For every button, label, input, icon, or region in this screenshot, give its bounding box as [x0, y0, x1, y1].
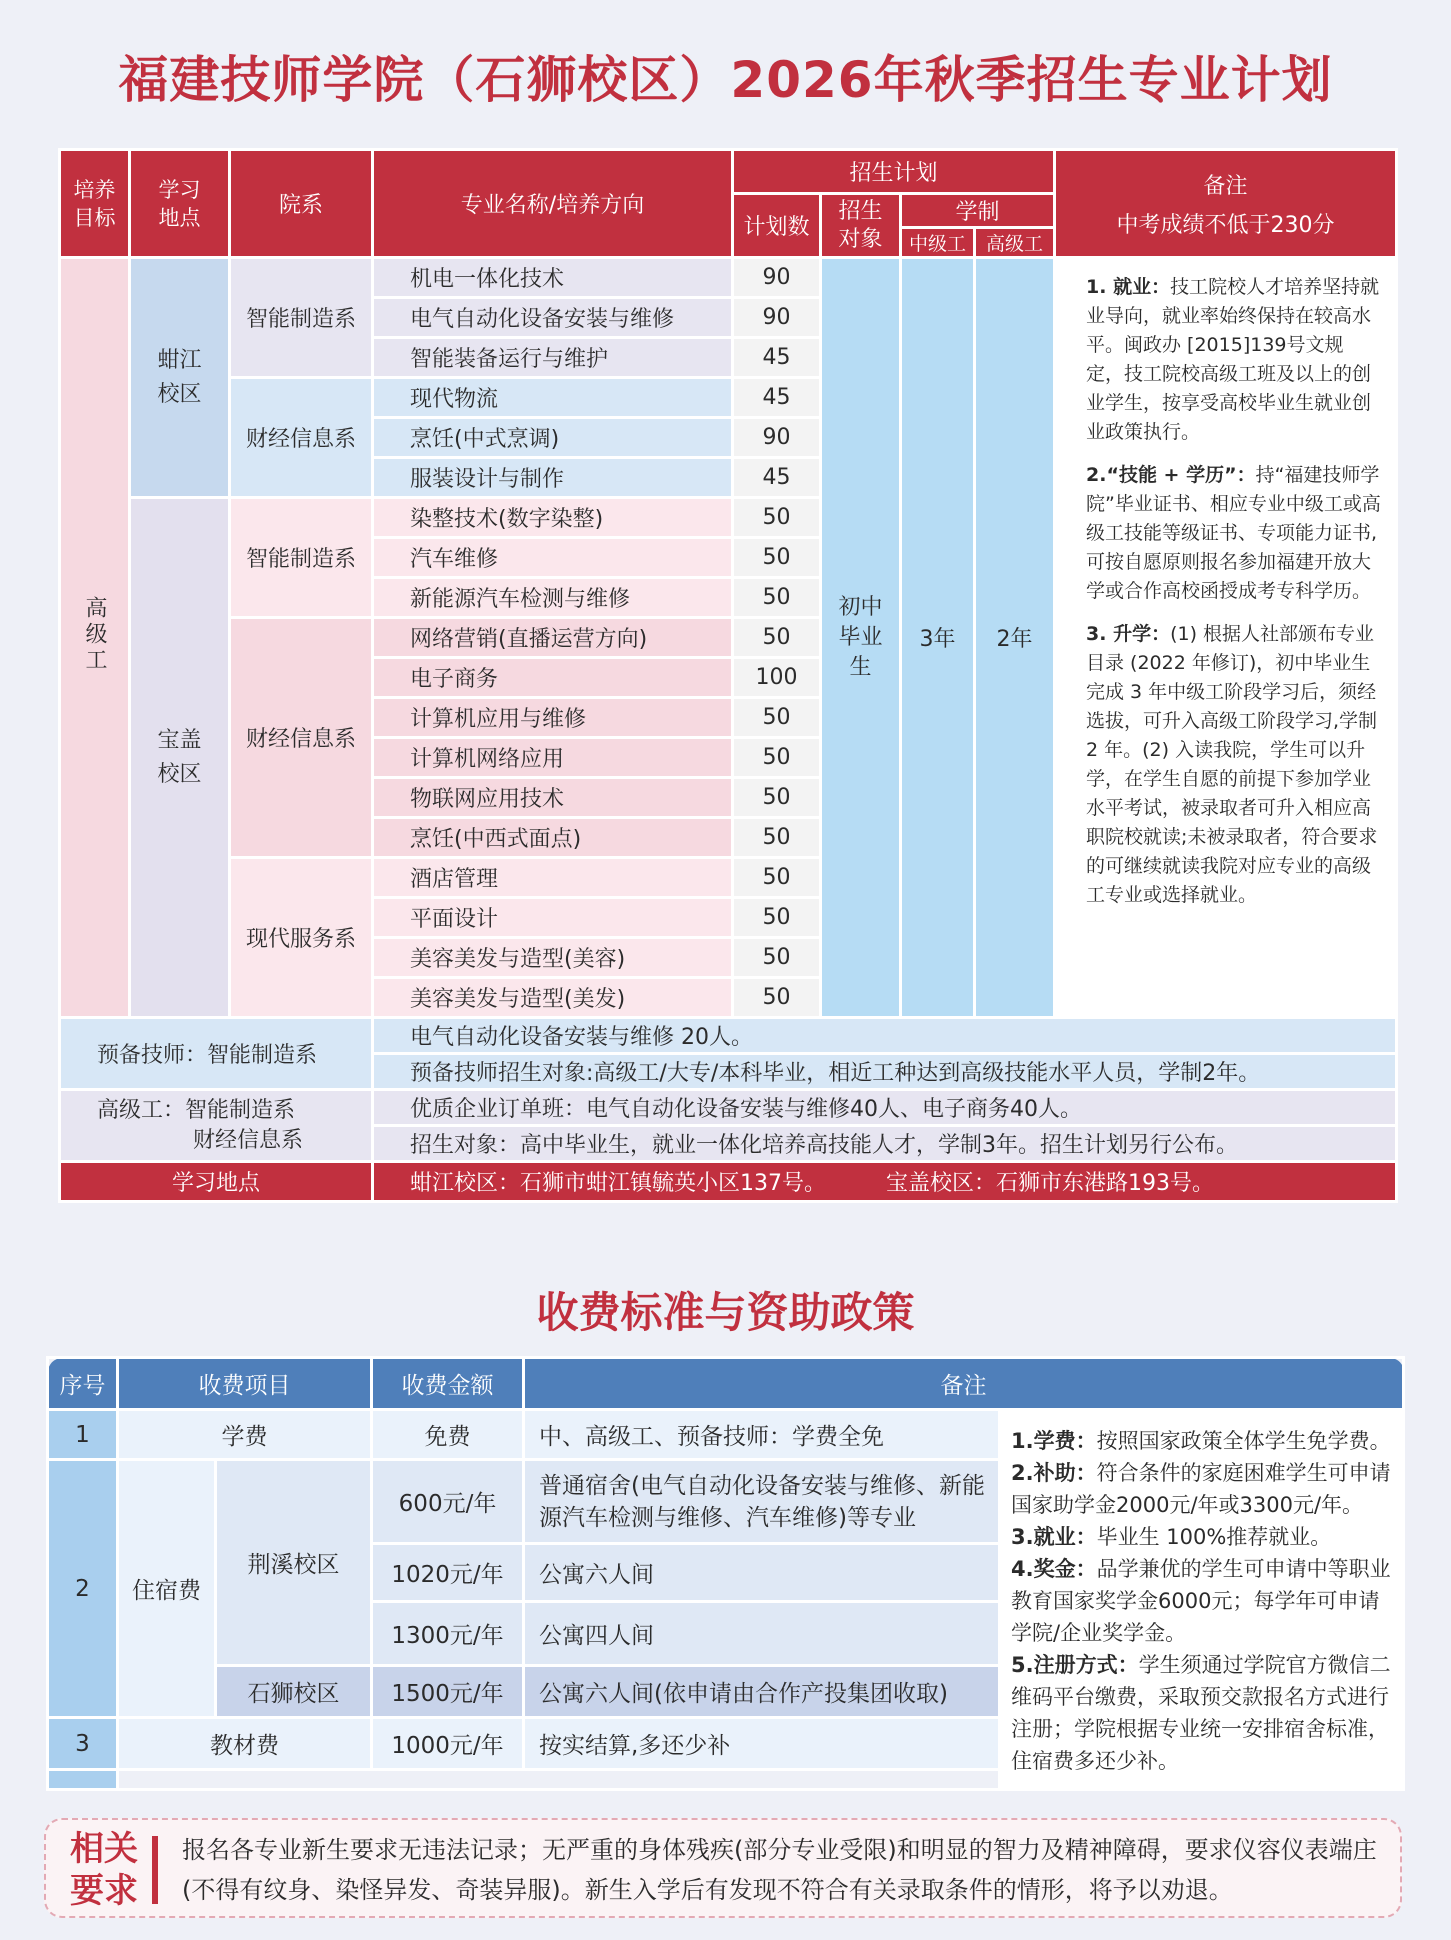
requirements-divider	[152, 1836, 158, 1904]
policy-text: 符合条件的家庭困难学生可申请国家助学金2000元/年或3300元/年。	[1011, 1461, 1391, 1517]
fee-item: 教材费	[118, 1718, 372, 1770]
header-note-label: 备注	[1203, 173, 1248, 199]
policy-text: 品学兼优的学生可申请中等职业教育国家奖学金6000元；每学年可申请学院/企业奖学金。	[1011, 1557, 1391, 1645]
policy-heading: 4.奖金：	[1011, 1557, 1097, 1581]
major-name: 计算机应用与维修	[373, 698, 733, 738]
requirements-box	[44, 1818, 1402, 1918]
fee-amount: 1020元/年	[372, 1544, 524, 1602]
pre-technician-label: 预备技师：智能制造系	[60, 1018, 373, 1090]
plan-count: 45	[733, 338, 821, 378]
major-name: 烹饪(中式烹调)	[373, 418, 733, 458]
header-note	[1055, 150, 1397, 258]
mid-duration: 3年	[901, 258, 975, 1018]
header-target: 招生对象	[821, 194, 901, 258]
goal-cell	[60, 258, 130, 1018]
requirements-title: 相关要求	[70, 1829, 138, 1911]
fee-amount: 1000元/年	[372, 1718, 524, 1770]
campus-hanjiang: 蚶江校区	[130, 258, 230, 498]
note-text: 持“福建技师学院”毕业证书、相应专业中级工或高级工技能等级证书、专项能力证书,可按自愿原则报名参加福建开放大学或合作高校函授成考专科学历。	[1086, 464, 1381, 602]
address-cell	[373, 1162, 1397, 1202]
plan-count: 90	[733, 418, 821, 458]
plan-count: 90	[733, 298, 821, 338]
campus-jingxi: 荆溪校区	[216, 1460, 372, 1666]
header-note-sub: 中考成绩不低于230分	[1116, 212, 1335, 238]
enrollment-plan-table	[58, 148, 1398, 1203]
plan-count: 50	[733, 938, 821, 978]
plan-count: 50	[733, 818, 821, 858]
fee-note: 普通宿舍(电气自动化设备安装与维修、新能源汽车检测与维修、汽车维修)等专业	[524, 1460, 1000, 1544]
plan-count: 45	[733, 378, 821, 418]
senior-worker-label-1: 高级工：智能制造系	[97, 1097, 296, 1123]
plan-count: 50	[733, 538, 821, 578]
fee-spacer	[118, 1770, 1000, 1790]
plan-count: 50	[733, 778, 821, 818]
note-heading: 1. 就业：	[1086, 276, 1171, 298]
fee-amount: 1500元/年	[372, 1666, 524, 1718]
header-high: 高级工	[975, 228, 1055, 258]
major-name: 网络营销(直播运营方向)	[373, 618, 733, 658]
header-goal: 培养目标	[60, 150, 130, 258]
major-name: 新能源汽车检测与维修	[373, 578, 733, 618]
requirements-text: 报名各专业新生要求无违法记录；无严重的身体残疾(部分专业受限)和明显的智力及精神障碍，要求仪容仪表端庄(不得有纹身、染怪异发、奇装异服)。新生入学后有发现不符合有关录取条件的情形，将予以劝退。	[182, 1836, 1377, 1904]
header-dept: 院系	[230, 150, 373, 258]
fee-item: 住宿费	[118, 1460, 216, 1718]
fee-no: 3	[48, 1718, 118, 1770]
major-name: 电气自动化设备安装与维修	[373, 298, 733, 338]
fee-title: 收费标准与资助政策	[536, 1288, 915, 1337]
plan-count: 50	[733, 898, 821, 938]
high-duration: 2年	[975, 258, 1055, 1018]
policy-text: 毕业生 100%推荐就业。	[1096, 1525, 1332, 1549]
plan-count: 50	[733, 978, 821, 1018]
fee-policy-notes	[1000, 1410, 1404, 1790]
address-baogai: 宝盖校区：石狮市东港路193号。	[886, 1171, 1214, 1196]
major-name: 机电一体化技术	[373, 258, 733, 298]
dept-cell: 智能制造系	[230, 498, 373, 618]
major-name: 电子商务	[373, 658, 733, 698]
target-cell: 初中毕业生	[821, 258, 901, 1018]
major-name: 现代物流	[373, 378, 733, 418]
fee-note: 中、高级工、预备技师：学费全免	[524, 1410, 1000, 1460]
goal-label: 高级工	[82, 595, 107, 674]
major-name: 烹饪(中西式面点)	[373, 818, 733, 858]
plan-count: 50	[733, 698, 821, 738]
dept-cell: 现代服务系	[230, 858, 373, 1018]
policy-heading: 1.学费：	[1011, 1429, 1097, 1453]
policy-heading: 3.就业：	[1011, 1525, 1097, 1549]
pre-technician-line1: 电气自动化设备安装与维修 20人。	[373, 1018, 1397, 1054]
fee-amount: 1300元/年	[372, 1602, 524, 1666]
header-location: 学习地点	[130, 150, 230, 258]
page-title: 福建技师学院（石狮校区）2026年秋季招生专业计划	[118, 51, 1333, 109]
major-name: 智能装备运行与维护	[373, 338, 733, 378]
note-heading: 2.“技能 + 学历”：	[1086, 464, 1256, 486]
fee-note: 公寓六人间(依申请由合作产投集团收取)	[524, 1666, 1000, 1718]
notes-cell	[1055, 258, 1397, 1018]
pre-technician-line2: 预备技师招生对象:高级工/大专/本科毕业，相近工种达到高级技能水平人员，学制2年。	[373, 1054, 1397, 1090]
fee-no: 1	[48, 1410, 118, 1460]
major-name: 平面设计	[373, 898, 733, 938]
major-name: 酒店管理	[373, 858, 733, 898]
policy-text: 学生须通过学院官方微信二维码平台缴费，采取预交款报名方式进行注册；学院根据专业统一安排宿舍标准，住宿费多还少补。	[1011, 1653, 1391, 1773]
plan-count: 50	[733, 858, 821, 898]
fee-header-note: 备注	[524, 1358, 1404, 1410]
plan-count: 90	[733, 258, 821, 298]
fee-amount: 免费	[372, 1410, 524, 1460]
campus-baogai: 宝盖校区	[130, 498, 230, 1018]
note-text: (1) 根据人社部颁布专业目录 (2022 年修订)，初中毕业生完成 3 年中级工阶段学习后，须经选拔，可升入高级工阶段学习,学制 2 年。(2) 入读我院，学生可以升学，在学生自愿的前提下参加学业水平考试，被录取者可升入相应高职院校就读;未被录取者，符合要求的可继续就读我院对应专业的高级工专业或选择就业。	[1086, 623, 1378, 906]
policy-heading: 2.补助：	[1011, 1461, 1097, 1485]
fee-header-no: 序号	[48, 1358, 118, 1410]
fee-spacer	[48, 1770, 118, 1790]
major-name: 计算机网络应用	[373, 738, 733, 778]
header-major: 专业名称/培养方向	[373, 150, 733, 258]
plan-count: 100	[733, 658, 821, 698]
plan-count: 45	[733, 458, 821, 498]
fee-item: 学费	[118, 1410, 372, 1460]
header-mid: 中级工	[901, 228, 975, 258]
plan-count: 50	[733, 738, 821, 778]
note-text: 技工院校人才培养坚持就业导向，就业率始终保持在较高水平。闽政办 [2015]139号文规定，技工院校高级工班及以上的创业学生，按享受高校毕业生就业创业政策执行。	[1086, 276, 1380, 443]
plan-count: 50	[733, 618, 821, 658]
header-duration: 学制	[901, 194, 1055, 228]
dept-cell: 财经信息系	[230, 618, 373, 858]
major-name: 汽车维修	[373, 538, 733, 578]
plan-count: 50	[733, 578, 821, 618]
campus-shishi: 石狮校区	[216, 1666, 372, 1718]
address-hanjiang: 蚶江校区：石狮市蚶江镇毓英小区137号。	[410, 1171, 826, 1196]
fee-note: 公寓六人间	[524, 1544, 1000, 1602]
fee-amount: 600元/年	[372, 1460, 524, 1544]
senior-worker-label-2: 财经信息系	[193, 1127, 304, 1153]
address-label: 学习地点	[60, 1162, 373, 1202]
dept-cell: 智能制造系	[230, 258, 373, 378]
header-recruit-plan: 招生计划	[733, 150, 1055, 194]
major-name: 物联网应用技术	[373, 778, 733, 818]
senior-worker-line1: 优质企业订单班：电气自动化设备安装与维修40人、电子商务40人。	[373, 1090, 1397, 1126]
note-heading: 3. 升学：	[1086, 623, 1171, 645]
major-name: 服装设计与制作	[373, 458, 733, 498]
fee-no: 2	[48, 1460, 118, 1718]
fee-table	[46, 1356, 1405, 1791]
plan-count: 50	[733, 498, 821, 538]
major-name: 美容美发与造型(美容)	[373, 938, 733, 978]
senior-worker-line2: 招生对象：高中毕业生，就业一体化培养高技能人才，学制3年。招生计划另行公布。	[373, 1126, 1397, 1162]
dept-cell: 财经信息系	[230, 378, 373, 498]
fee-note: 按实结算,多还少补	[524, 1718, 1000, 1770]
fee-note: 公寓四人间	[524, 1602, 1000, 1666]
fee-header-item: 收费项目	[118, 1358, 372, 1410]
header-count: 计划数	[733, 194, 821, 258]
policy-heading: 5.注册方式：	[1011, 1653, 1139, 1677]
fee-header-amount: 收费金额	[372, 1358, 524, 1410]
policy-text: 按照国家政策全体学生免学费。	[1096, 1429, 1391, 1453]
senior-worker-label	[60, 1090, 373, 1162]
major-name: 染整技术(数字染整)	[373, 498, 733, 538]
major-name: 美容美发与造型(美发)	[373, 978, 733, 1018]
